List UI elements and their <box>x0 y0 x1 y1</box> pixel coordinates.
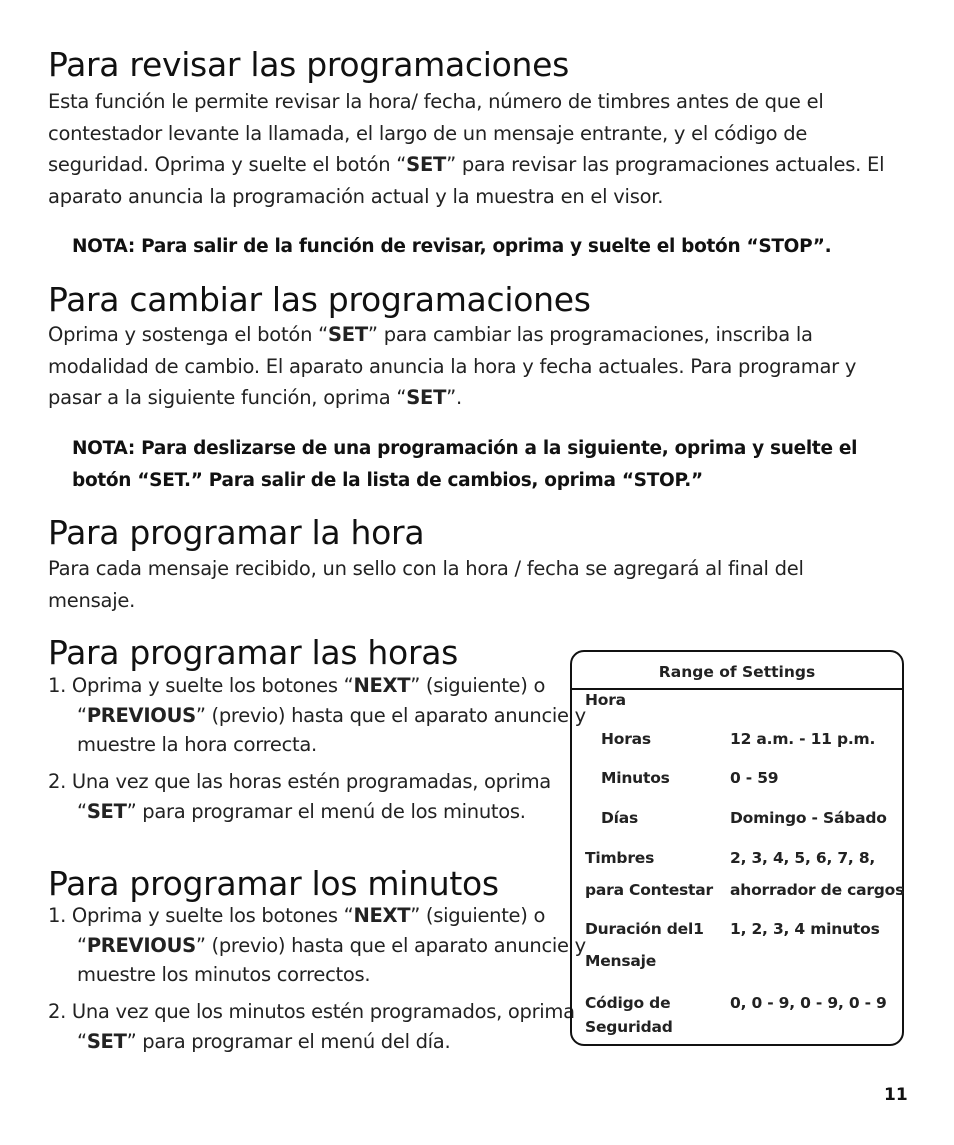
settings-table <box>570 650 904 1046</box>
table-cell-duracion-value: 1, 2, 3, 4 minutos <box>730 920 880 938</box>
page-number: 11 <box>884 1085 908 1105</box>
list-item-horas-2: 2. Una vez que las horas estén programadas, oprima “SET” para programar el menú de los minutos. <box>48 770 551 823</box>
section-title-hora: Para programar la hora <box>48 513 425 552</box>
section-title-cambiar: Para cambiar las programaciones <box>48 280 591 319</box>
section-title-minutos: Para programar los minutos <box>48 864 499 903</box>
list-item-minutos-1: 1. Oprima y suelte los botones “NEXT” (siguiente) o “PREVIOUS” (previo) hasta que el aparato anuncie y muestre los minutos correctos. <box>48 904 586 986</box>
table-cell-timbres-label-2: para Contestar <box>585 881 713 899</box>
section-title-horas: Para programar las horas <box>48 633 459 672</box>
table-cell-dias-value: Domingo - Sábado <box>730 809 887 827</box>
table-cell-dias-label: Días <box>601 809 639 827</box>
table-cell-hora: Hora <box>585 691 626 709</box>
paragraph-revisar: Esta función le permite revisar la hora/ fecha, número de timbres antes de que el contestador levante la llamada, el largo de un mensaje entrante, y el código de seguridad. Oprima y suelte el botón “SET” para revisar las programaciones actuales. El aparato anuncia la programación actual y la muestra en el visor. <box>48 90 885 208</box>
note-revisar: NOTA: Para salir de la función de revisar, oprima y suelte el botón “STOP”. <box>72 236 832 257</box>
table-cell-horas-label: Horas <box>601 730 651 748</box>
table-cell-duracion-label-2: Mensaje <box>585 952 657 970</box>
table-cell-codigo-value: 0, 0 - 9, 0 - 9, 0 - 9 <box>730 994 887 1012</box>
table-cell-timbres-value-2: ahorrador de cargos <box>730 881 905 899</box>
table-cell-timbres-value-1: 2, 3, 4, 5, 6, 7, 8, <box>730 849 876 867</box>
table-cell-codigo-label-2: Seguridad <box>585 1018 673 1036</box>
table-cell-duracion-label-1: Duración del1 <box>585 920 704 938</box>
table-cell-timbres-label-1: Timbres <box>585 849 655 867</box>
table-cell-minutos-label: Minutos <box>601 769 670 787</box>
settings-table-header: Range of Settings <box>572 652 902 690</box>
table-cell-codigo-label-1: Código de <box>585 994 671 1012</box>
note-cambiar: NOTA: Para deslizarse de una programación a la siguiente, oprima y suelte el botón “SET.” Para salir de la lista de cambios, oprima “STOP.” <box>72 438 858 491</box>
table-cell-horas-value: 12 a.m. - 11 p.m. <box>730 730 876 748</box>
paragraph-hora: Para cada mensaje recibido, un sello con la hora / fecha se agregará al final del mensaje. <box>48 557 804 612</box>
paragraph-cambiar: Oprima y sostenga el botón “SET” para cambiar las programaciones, inscriba la modalidad de cambio. El aparato anuncia la hora y fecha actuales. Para programar y pasar a la siguiente función, oprima “SET”. <box>48 323 857 409</box>
table-cell-minutos-value: 0 - 59 <box>730 769 779 787</box>
section-title-revisar: Para revisar las programaciones <box>48 45 570 84</box>
list-item-minutos-2: 2. Una vez que los minutos estén programados, oprima “SET” para programar el menú del día. <box>48 1000 575 1053</box>
list-item-horas-1: 1. Oprima y suelte los botones “NEXT” (siguiente) o “PREVIOUS” (previo) hasta que el aparato anuncie y muestre la hora correcta. <box>48 674 586 756</box>
